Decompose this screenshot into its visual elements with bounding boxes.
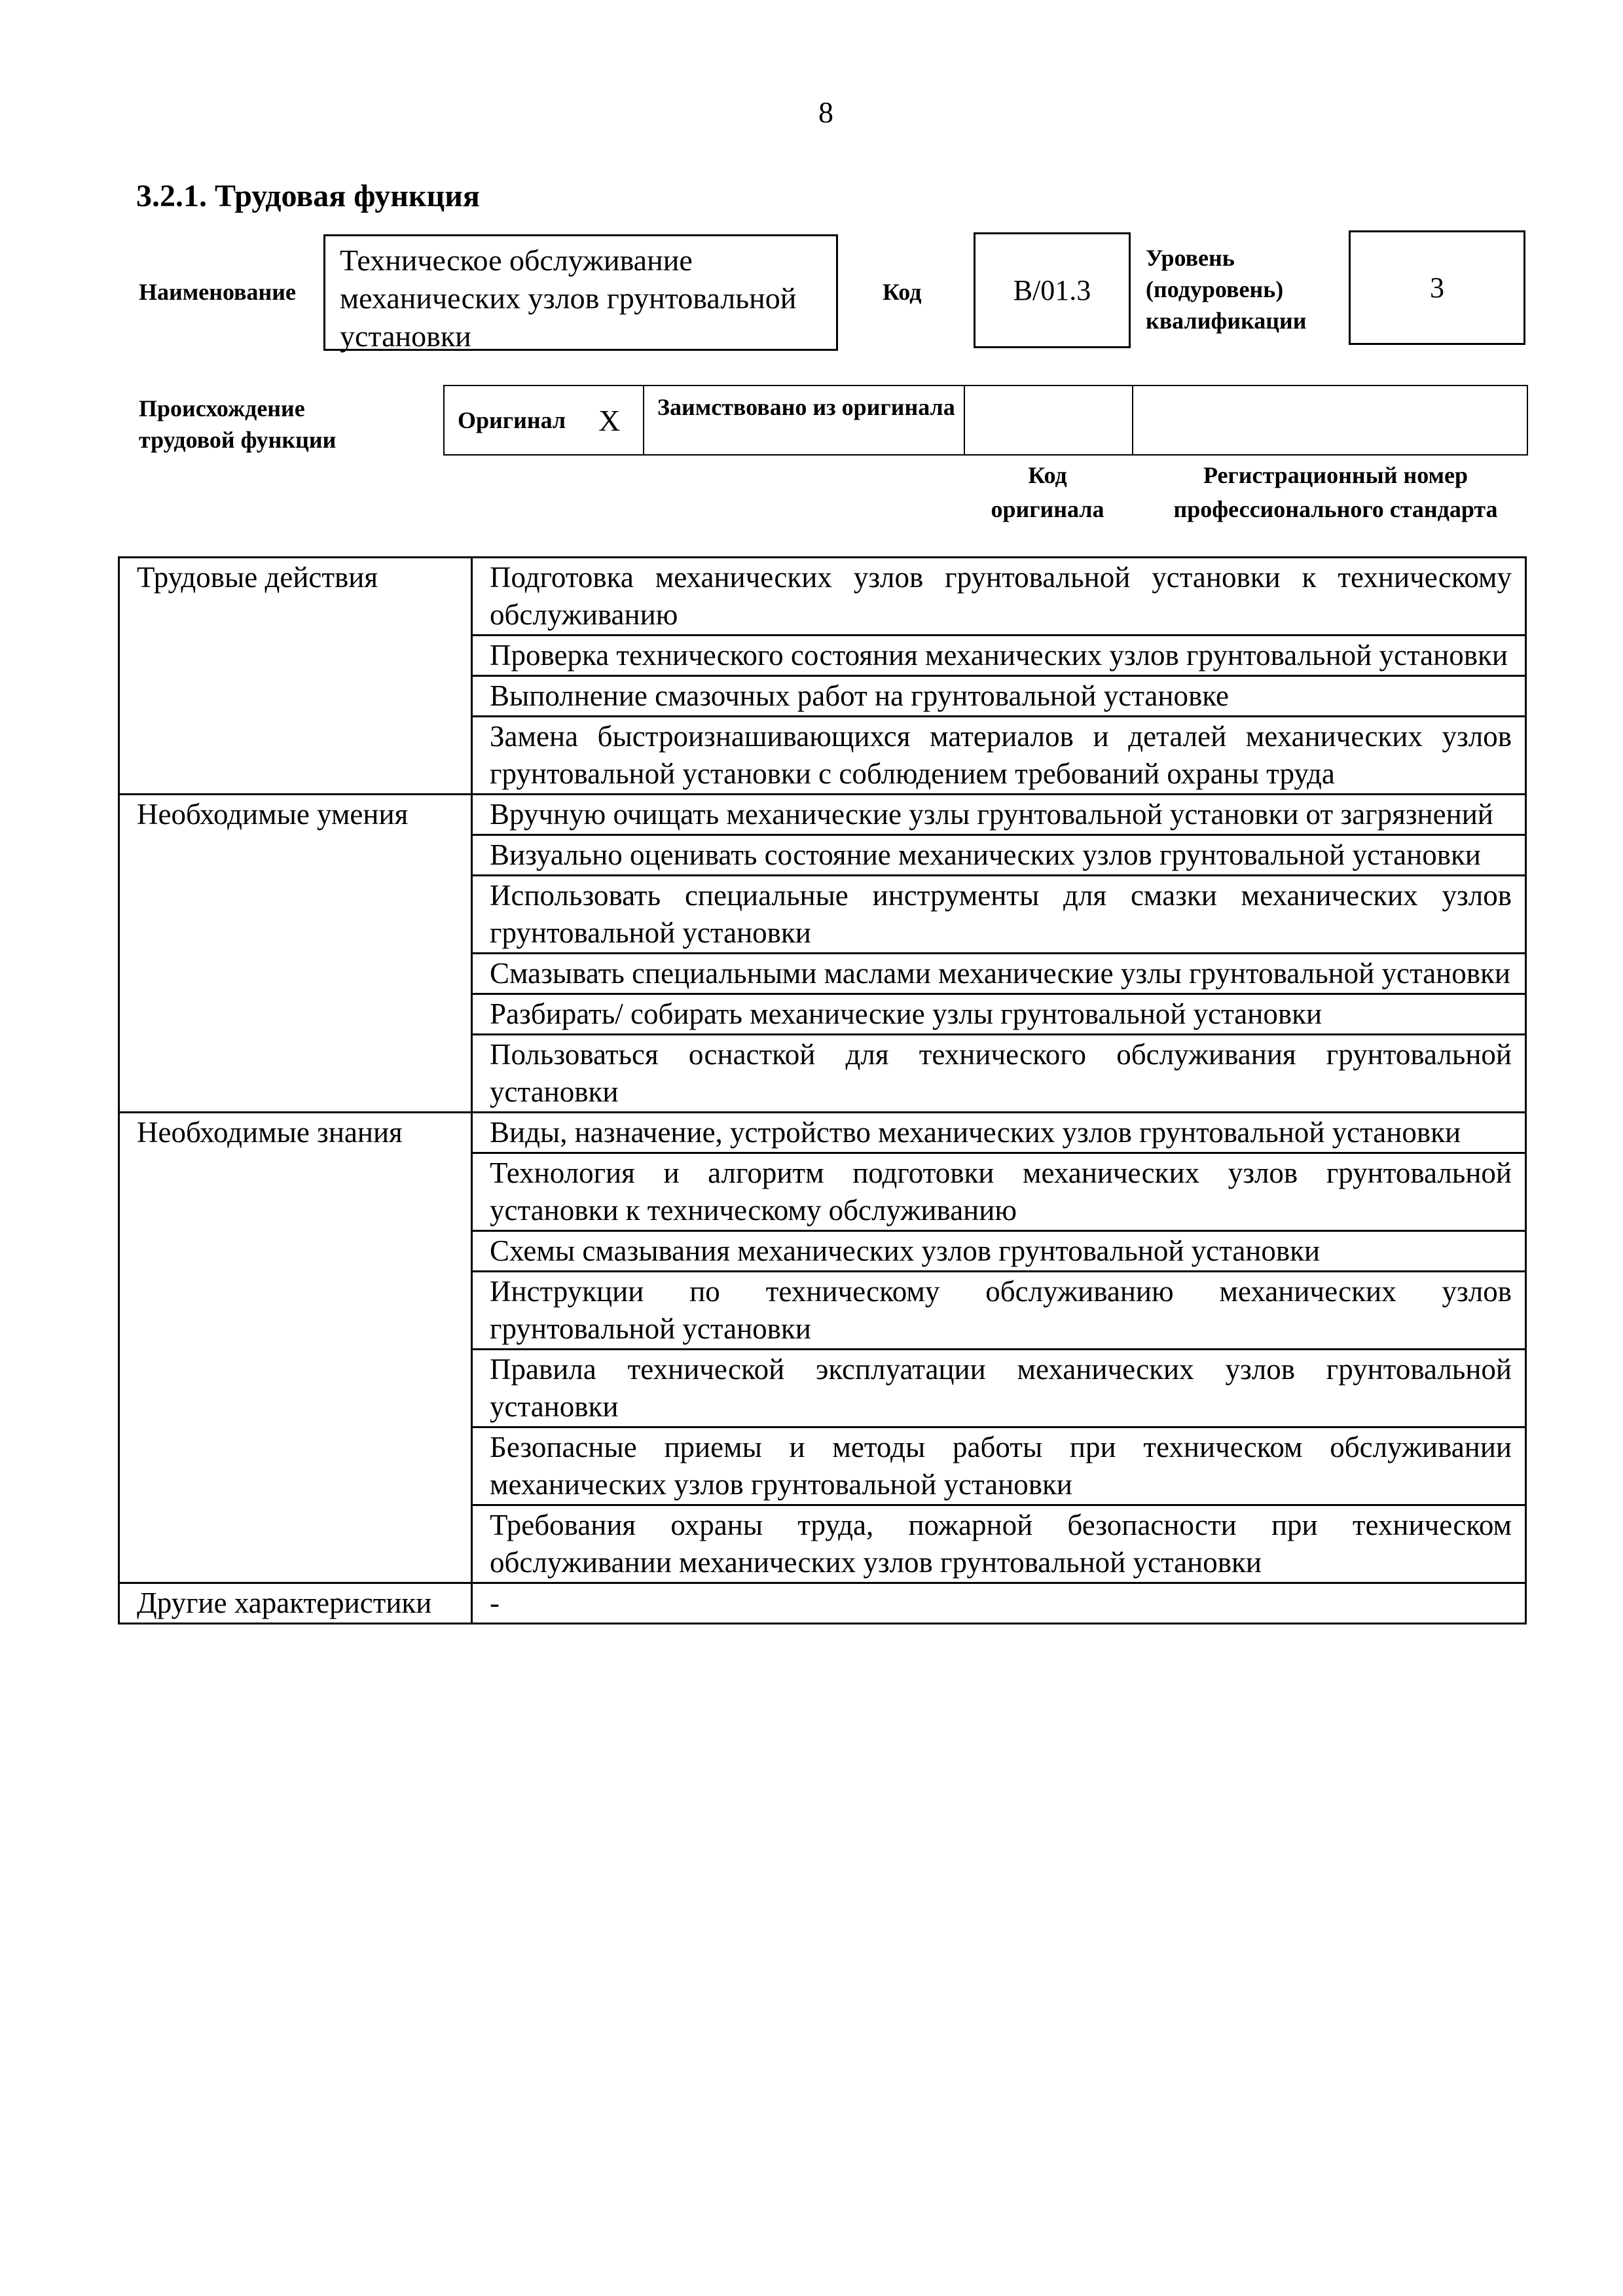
table-row	[119, 1583, 1526, 1624]
item-cell: Разбирать/ собирать механические узлы грунтовальной установки	[472, 994, 1526, 1035]
table-row	[119, 558, 1526, 636]
item-cell: Выполнение смазочных работ на грунтовальной установке	[472, 676, 1526, 717]
item-cell: Пользоваться оснасткой для технического обслуживания грунтовальной установки	[472, 1035, 1526, 1113]
function-name-value: Техническое обслуживание механических узлов грунтовальной установки	[340, 243, 797, 353]
item-cell: -	[472, 1583, 1526, 1624]
origin-label: Происхождение трудовой функции	[139, 395, 337, 453]
origin-code-cell	[965, 386, 1133, 454]
item-cell: Виды, назначение, устройство механических узлов грунтовальной установки	[472, 1113, 1526, 1153]
item-cell: Схемы смазывания механических узлов грунтовальной установки	[472, 1231, 1526, 1272]
item-cell: Визуально оценивать состояние механических узлов грунтовальной установки	[472, 835, 1526, 876]
origin-code-caption: Код оригинала	[991, 462, 1104, 522]
item-cell: Требования охраны труда, пожарной безопасности при техническом обслуживании механических узлов грунтовальной установки	[472, 1505, 1526, 1583]
level-label: Уровень (подуровень) квалификации	[1146, 245, 1307, 334]
table-row	[119, 1113, 1526, 1153]
original-label: Оригинал	[458, 407, 566, 433]
origin-row	[443, 385, 1528, 456]
name-label: Наименование	[139, 279, 296, 305]
item-cell: Технология и алгоритм подготовки механических узлов грунтовальной установки к техническому обслуживанию	[472, 1153, 1526, 1231]
page-number: 8	[818, 96, 833, 129]
category-cell: Необходимые умения	[119, 795, 472, 1113]
code-label: Код	[883, 279, 922, 305]
origin-reg-cell	[1133, 386, 1527, 454]
borrowed-label: Заимствовано из оригинала	[644, 386, 965, 454]
table-row	[119, 795, 1526, 835]
item-cell: Безопасные приемы и методы работы при техническом обслуживании механических узлов грунтовальной установки	[472, 1427, 1526, 1505]
item-cell: Замена быстроизнашивающихся материалов и деталей механических узлов грунтовальной установки с соблюдением требований охраны труда	[472, 717, 1526, 795]
item-cell: Вручную очищать механические узлы грунтовальной установки от загрязнений	[472, 795, 1526, 835]
origin-reg-caption: Регистрационный номер профессионального стандарта	[1173, 462, 1498, 522]
category-cell: Трудовые действия	[119, 558, 472, 795]
category-cell: Другие характеристики	[119, 1583, 472, 1624]
function-table	[118, 556, 1527, 1624]
origin-original-cell	[445, 386, 644, 454]
category-cell: Необходимые знания	[119, 1113, 472, 1583]
item-cell: Смазывать специальными маслами механические узлы грунтовальной установки	[472, 954, 1526, 994]
level-value: 3	[1349, 230, 1525, 345]
section-title: 3.2.1. Трудовая функция	[136, 179, 480, 213]
item-cell: Инструкции по техническому обслуживанию механических узлов грунтовальной установки	[472, 1272, 1526, 1350]
function-name-box	[323, 234, 838, 351]
item-cell: Проверка технического состояния механических узлов грунтовальной установки	[472, 636, 1526, 676]
original-mark: X	[598, 403, 621, 437]
item-cell: Использовать специальные инструменты для смазки механических узлов грунтовальной установки	[472, 876, 1526, 954]
code-value: B/01.3	[974, 232, 1131, 348]
item-cell: Правила технической эксплуатации механических узлов грунтовальной установки	[472, 1350, 1526, 1427]
item-cell: Подготовка механических узлов грунтовальной установки к техническому обслуживанию	[472, 558, 1526, 636]
